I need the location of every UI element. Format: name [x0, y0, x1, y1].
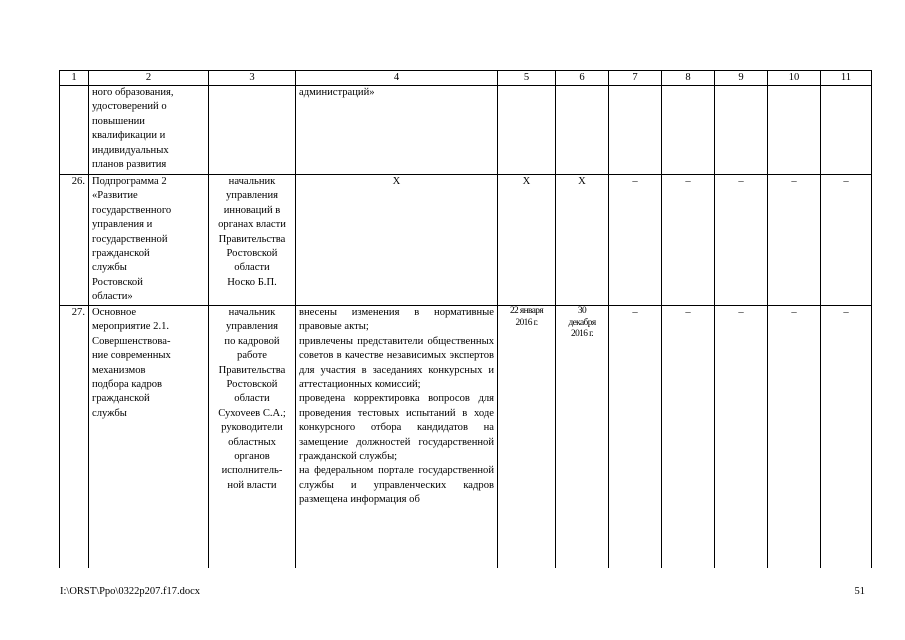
cell-col-7: – — [609, 175, 662, 306]
column-header: 4 — [296, 71, 498, 86]
cell-col-10: – — [768, 175, 821, 306]
measure-name: ного образования, удостоверений о повышении квалификации и индивидуальных планов развития — [89, 86, 209, 175]
responsible-executor — [209, 86, 296, 175]
page-number: 51 — [854, 586, 865, 597]
start-date: 22 января 2016 г. — [498, 306, 556, 569]
column-header: 8 — [662, 71, 715, 86]
row-number: 26. — [60, 175, 89, 306]
table-row — [60, 175, 872, 306]
cell-col-9 — [715, 86, 768, 175]
measure-name: Подпрограмма 2 «Развитие государственного управления и государственной гражданской службы Ростовской области» — [89, 175, 209, 306]
cell-col-8: – — [662, 306, 715, 569]
table-row — [60, 306, 872, 569]
cell-col-8 — [662, 86, 715, 175]
cell-col-8: – — [662, 175, 715, 306]
column-header: 5 — [498, 71, 556, 86]
cell-col-9: – — [715, 306, 768, 569]
column-header: 3 — [209, 71, 296, 86]
cell-col-11: – — [821, 306, 872, 569]
responsible-executor: начальник управления по кадровой работе Правительства Ростовской области Сухоveев С.А.; руководители областных органов исполнитель- ной власти — [209, 306, 296, 569]
end-date: 30 декабря 2016 г. — [556, 306, 609, 569]
table-row — [60, 86, 872, 175]
cell-col-7 — [609, 86, 662, 175]
cell-col-11: – — [821, 175, 872, 306]
column-header: 1 — [60, 71, 89, 86]
cell-col-10: – — [768, 306, 821, 569]
start-date — [498, 86, 556, 175]
cell-col-9: – — [715, 175, 768, 306]
measures-table — [59, 70, 872, 568]
cell-col-7: – — [609, 306, 662, 569]
measure-name: Основное мероприятие 2.1. Совершенствова- ние современных механизмов подбора кадров гражданской службы — [89, 306, 209, 569]
column-header: 7 — [609, 71, 662, 86]
column-header: 10 — [768, 71, 821, 86]
row-number: 27. — [60, 306, 89, 569]
column-header: 2 — [89, 71, 209, 86]
column-header: 9 — [715, 71, 768, 86]
cell-col-10 — [768, 86, 821, 175]
column-number-row — [60, 71, 872, 86]
row-number — [60, 86, 89, 175]
responsible-executor: начальник управления инноваций в органах власти Правительства Ростовской области Носко Б.П. — [209, 175, 296, 306]
expected-result: Х — [296, 175, 498, 306]
column-header: 6 — [556, 71, 609, 86]
file-path: I:\ORST\Ppo\0322p207.f17.docx — [60, 586, 201, 597]
column-header: 11 — [821, 71, 872, 86]
expected-result: внесены изменения в нормативные правовые акты; привлечены представители общественных советов в качестве независимых экспертов для участия в заседаниях конкурсных и аттестационных комиссий; проведена корректировка вопросов для проведения тестовых испытаний в ходе конкурсного отбора кандидатов на замещение должностей государственной гражданской службы; на федеральном портале государственной службы и управленческих кадров размещена информация об — [296, 306, 498, 569]
expected-result: администраций» — [296, 86, 498, 175]
start-date: Х — [498, 175, 556, 306]
cell-col-11 — [821, 86, 872, 175]
end-date — [556, 86, 609, 175]
end-date: Х — [556, 175, 609, 306]
